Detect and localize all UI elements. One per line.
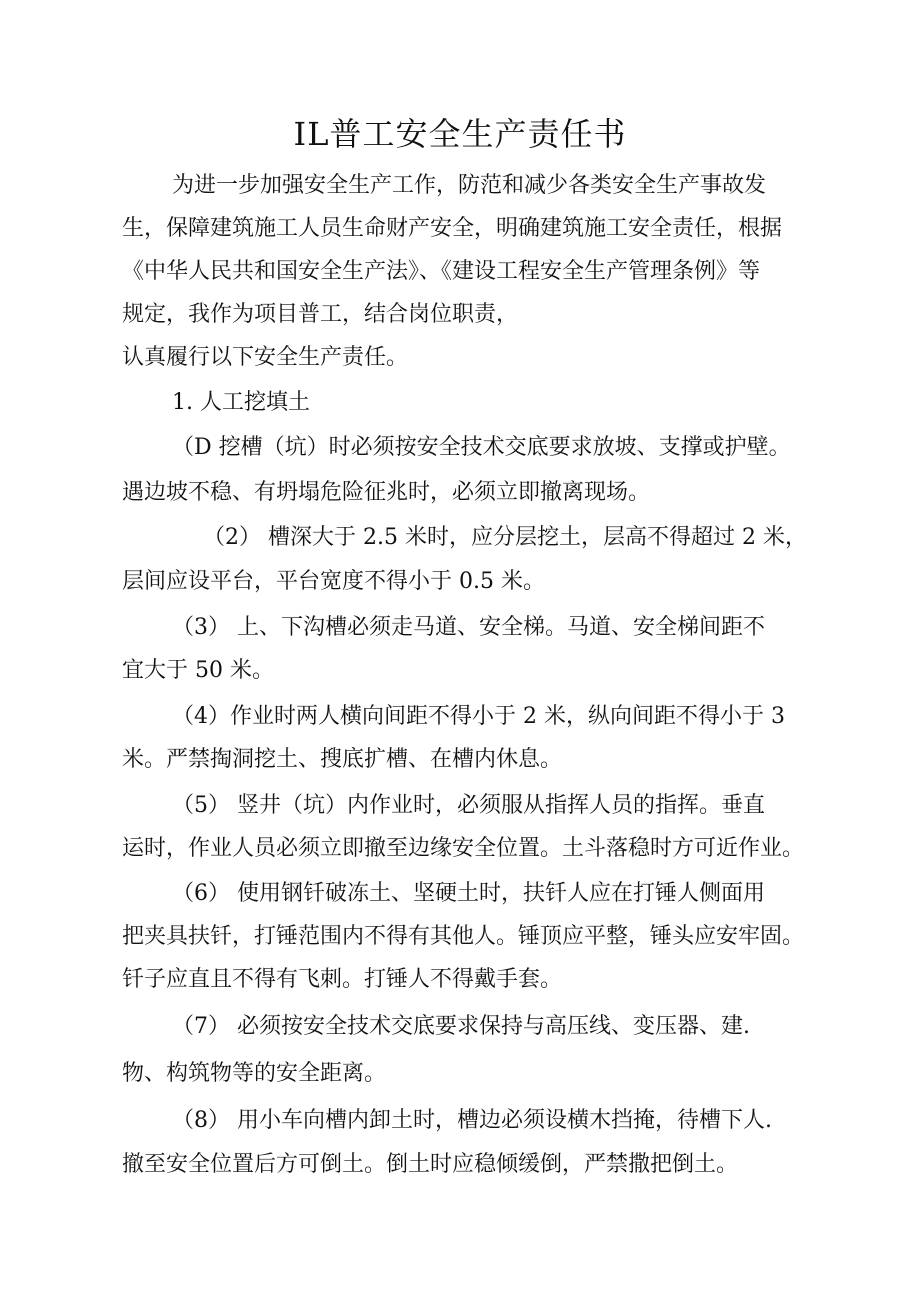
paragraph-line: 撤至安全位置后方可倒土。倒土时应稳倾缓倒，严禁撒把倒土。	[122, 1152, 739, 1177]
paragraph-line: 遇边坡不稳、有坍塌危险征兆时，必须立即撤离现场。	[122, 480, 651, 505]
paragraph-line: 把夹具扶钎，打锤范围内不得有其他人。锤顶应平整，锤头应安牢固。	[122, 924, 805, 949]
section-heading: 1. 人工挖填土	[172, 390, 310, 415]
paragraph-line: 《中华人民共和国安全生产法》、《建设工程安全生产管理条例》等	[122, 259, 761, 284]
paragraph-line: （6） 使用钢钎破冻土、坚硬土时，扶钎人应在打锤人侧面用	[172, 881, 765, 906]
paragraph-line: 层间应设平台，平台宽度不得小于 0.5 米。	[122, 569, 545, 594]
paragraph-line: （3） 上、下沟槽必须走马道、安全梯。马道、安全梯间距不	[172, 615, 765, 640]
paragraph-line: 生，保障建筑施工人员生命财产安全，明确建筑施工安全责任，根据	[122, 216, 783, 241]
paragraph-line: 物、构筑物等的安全距离。	[122, 1061, 387, 1086]
paragraph-line: 为进一步加强安全生产工作，防范和减少各类安全生产事故发	[172, 173, 767, 198]
document-title: IL普工安全生产责任书	[293, 115, 627, 153]
paragraph-line: 钎子应直且不得有飞刺。打锤人不得戴手套。	[122, 967, 563, 992]
paragraph-line: （8） 用小车向槽内卸土时，槽边必须设横木挡掩，待槽下人.	[172, 1108, 772, 1133]
paragraph-line: 认真履行以下安全生产责任。	[122, 345, 409, 370]
paragraph-line: 宜大于 50 米。	[122, 658, 274, 683]
paragraph-line: （4）作业时两人横向间距不得小于 2 米，纵向间距不得小于 3	[172, 704, 785, 729]
paragraph-line: 规定，我作为项目普工，结合岗位职责，	[122, 302, 519, 327]
paragraph-line: （7） 必须按安全技术交底要求保持与高压线、变压器、建.	[172, 1014, 750, 1039]
paragraph-line: （5） 竖井（坑）内作业时，必须服从指挥人员的指挥。垂直	[172, 793, 765, 818]
paragraph-line: （D 挖槽（坑）时必须按安全技术交底要求放坡、支撑或护壁。	[172, 435, 791, 460]
paragraph-line: （2） 槽深大于 2.5 米时，应分层挖土，层高不得超过 2 米，	[203, 525, 807, 550]
paragraph-line: 米。严禁掏洞挖土、搜底扩槽、在槽内休息。	[122, 747, 563, 772]
paragraph-line: 运时，作业人员必须立即撤至边缘安全位置。土斗落稳时方可近作业。	[122, 836, 805, 861]
